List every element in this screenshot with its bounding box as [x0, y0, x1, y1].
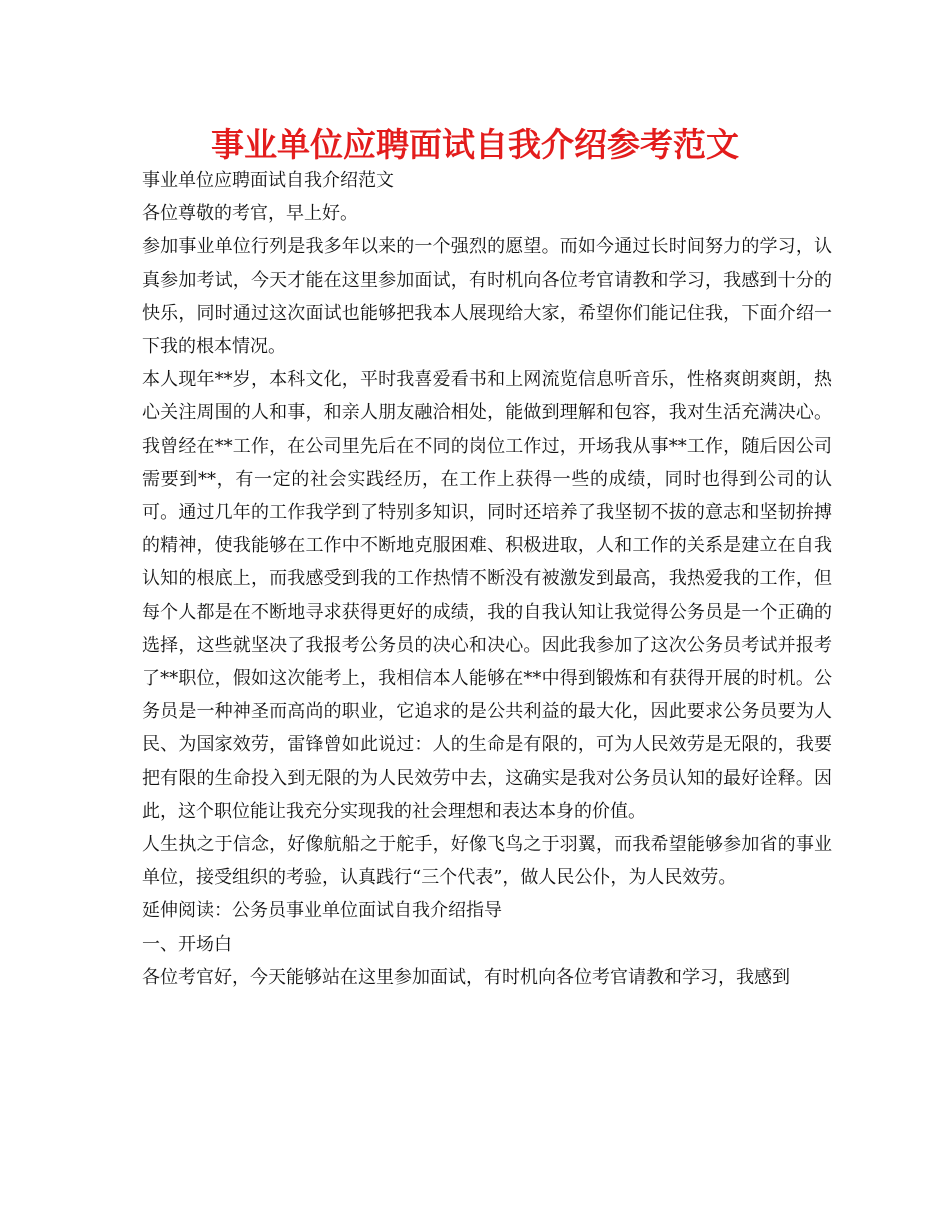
further-reading-heading: 延伸阅读：公务员事业单位面试自我介绍指导 — [142, 900, 502, 922]
document-body — [142, 164, 832, 994]
background-paragraph: 本人现年**岁，本科文化，平时我喜爱看书和上网流览信息听音乐，性格爽朗爽朗，热心关注周围的人和事，和亲人朋友融洽相处，能做到理解和包容，我对生活充满决心。我曾经在**工作，在公司里先后在不同的岗位工作过，开场我从事**工作，随后因公司需要到**，有一定的社会实践经历，在工作上获得一些的成绩，同时也得到公司的认可。通过几年的工作我学到了特别多知识，同时还培养了我坚韧不拔的意志和坚韧拚搏的精神，使我能够在工作中不断地克服困难、积极进取，人和工作的关系是建立在自我认知的根底上，而我感受到我的工作热情不断没有被激发到最高，我热爱我的工作，但每个人都是在不断地寻求获得更好的成绩，我的自我认知让我觉得公务员是一个正确的选择，这些就坚决了我报考公务员的决心和决心。因此我参加了这次公务员考试并报考了**职位，假如这次能考上，我相信本人能够在**中得到锻炼和有获得开展的时机。公务员是一种神圣而高尚的职业，它追求的是公共利益的最大化，因此要求公务员要为人民、为国家效劳，雷锋曾如此说过：人的生命是有限的，可为人民效劳是无限的，我要把有限的生命投入到无限的为人民效劳中去，这确实是我对公务员认知的最好诠释。因此，这个职位能让我充分实现我的社会理想和表达本身的价值。 — [142, 369, 832, 822]
intro-paragraph: 参加事业单位行列是我多年以来的一个强烈的愿望。而如今通过长时间努力的学习，认真参加考试，今天才能在这里参加面试，有时机向各位考官请教和学习，我感到十分的快乐，同时通过这次面试也能够把我本人展现给大家，希望你们能记住我，下面介绍一下我的根本情况。 — [142, 236, 832, 358]
greeting-paragraph: 各位尊敬的考官，早上好。 — [142, 203, 358, 225]
document-title: 事业单位应聘面试自我介绍参考范文 — [211, 125, 739, 164]
subtitle-paragraph: 事业单位应聘面试自我介绍范文 — [142, 170, 394, 191]
opening-paragraph: 各位考官好，今天能够站在这里参加面试，有时机向各位考官请教和学习，我感到 — [142, 966, 790, 988]
belief-paragraph: 人生执之于信念，好像航船之于舵手，好像飞鸟之于羽翼，而我希望能够参加省的事业单位，接受组织的考验，认真践行“三个代表”，做人民公仆，为人民效劳。 — [142, 834, 832, 889]
section-heading-opening: 一、开场白 — [142, 933, 232, 955]
